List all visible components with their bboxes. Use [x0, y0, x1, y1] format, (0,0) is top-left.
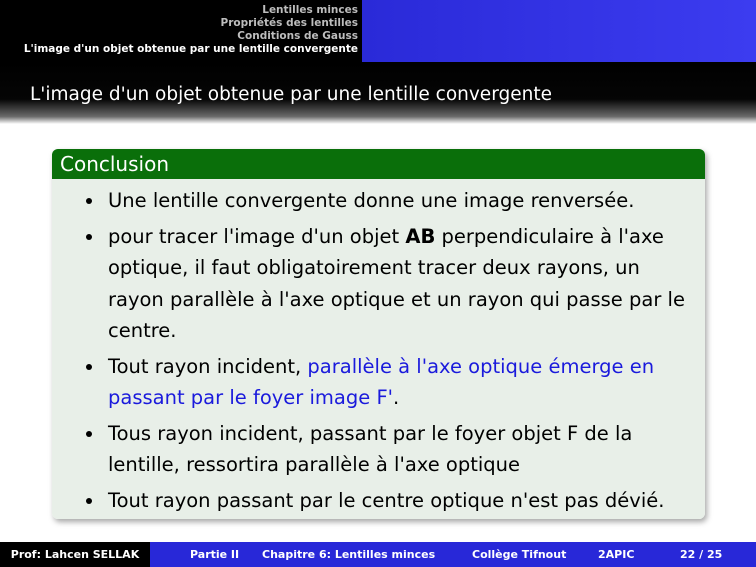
- footer-school: Collège Tifnout: [472, 548, 567, 561]
- item-text: Tout rayon passant par le centre optique n'est pas dévié.: [108, 488, 665, 512]
- item-highlight: parallèle à l'axe optique émerge en passant par le foyer image F': [108, 354, 655, 409]
- nav-section-lentilles-minces[interactable]: Lentilles minces: [262, 4, 358, 16]
- footer-page-number: 22 / 25: [680, 548, 723, 561]
- section-navigation: [0, 0, 362, 62]
- nav-section-conditions-gauss[interactable]: Conditions de Gauss: [237, 30, 358, 42]
- header-bar: [0, 0, 756, 62]
- footer-chapter: Chapitre 6: Lentilles minces: [262, 548, 436, 561]
- bullet-icon: [86, 431, 92, 437]
- item-text: Une lentille convergente donne une image renversée.: [108, 189, 635, 212]
- footer-author: Prof: Lahcen SELLAK: [0, 542, 150, 567]
- bullet-icon: [86, 234, 92, 240]
- frame-title: L'image d'un objet obtenue par une lentille convergente: [30, 84, 552, 105]
- bullet-icon: [86, 364, 92, 370]
- item-text: .: [393, 386, 400, 409]
- block-title: Conclusion: [52, 149, 705, 179]
- item-text: Tout rayon incident,: [108, 354, 308, 378]
- item-text: pour tracer l'image d'un objet: [108, 224, 406, 248]
- item-bold-ab: AB: [405, 224, 436, 248]
- footer-bar: [0, 542, 756, 567]
- item-text: Tous rayon incident, passant par le foyer objet F de la lentille, ressortira parallèle à l'axe optique: [108, 421, 633, 476]
- bullet-icon: [86, 498, 92, 504]
- subsection-bar: [362, 0, 756, 62]
- conclusion-list: [52, 185, 705, 519]
- footer-info: [150, 542, 756, 567]
- footer-part: Partie II: [190, 548, 240, 561]
- block-body: [52, 179, 705, 519]
- bullet-icon: [86, 198, 92, 204]
- nav-section-image-objet[interactable]: L'image d'un objet obtenue par une lentille convergente: [23, 43, 358, 55]
- nav-section-proprietes[interactable]: Propriétés des lentilles: [220, 17, 358, 29]
- conclusion-block: [52, 149, 705, 519]
- list-item: [52, 351, 705, 414]
- list-item: [52, 485, 705, 517]
- list-item: [52, 221, 705, 347]
- list-item: [52, 418, 705, 481]
- item-text: perpendiculaire à l'axe optique, il faut obligatoirement tracer deux rayons, un rayon parallèle à l'axe optique et un rayon qui passe par le centre.: [108, 224, 685, 342]
- footer-class: 2APIC: [598, 548, 635, 561]
- list-item: [52, 185, 705, 217]
